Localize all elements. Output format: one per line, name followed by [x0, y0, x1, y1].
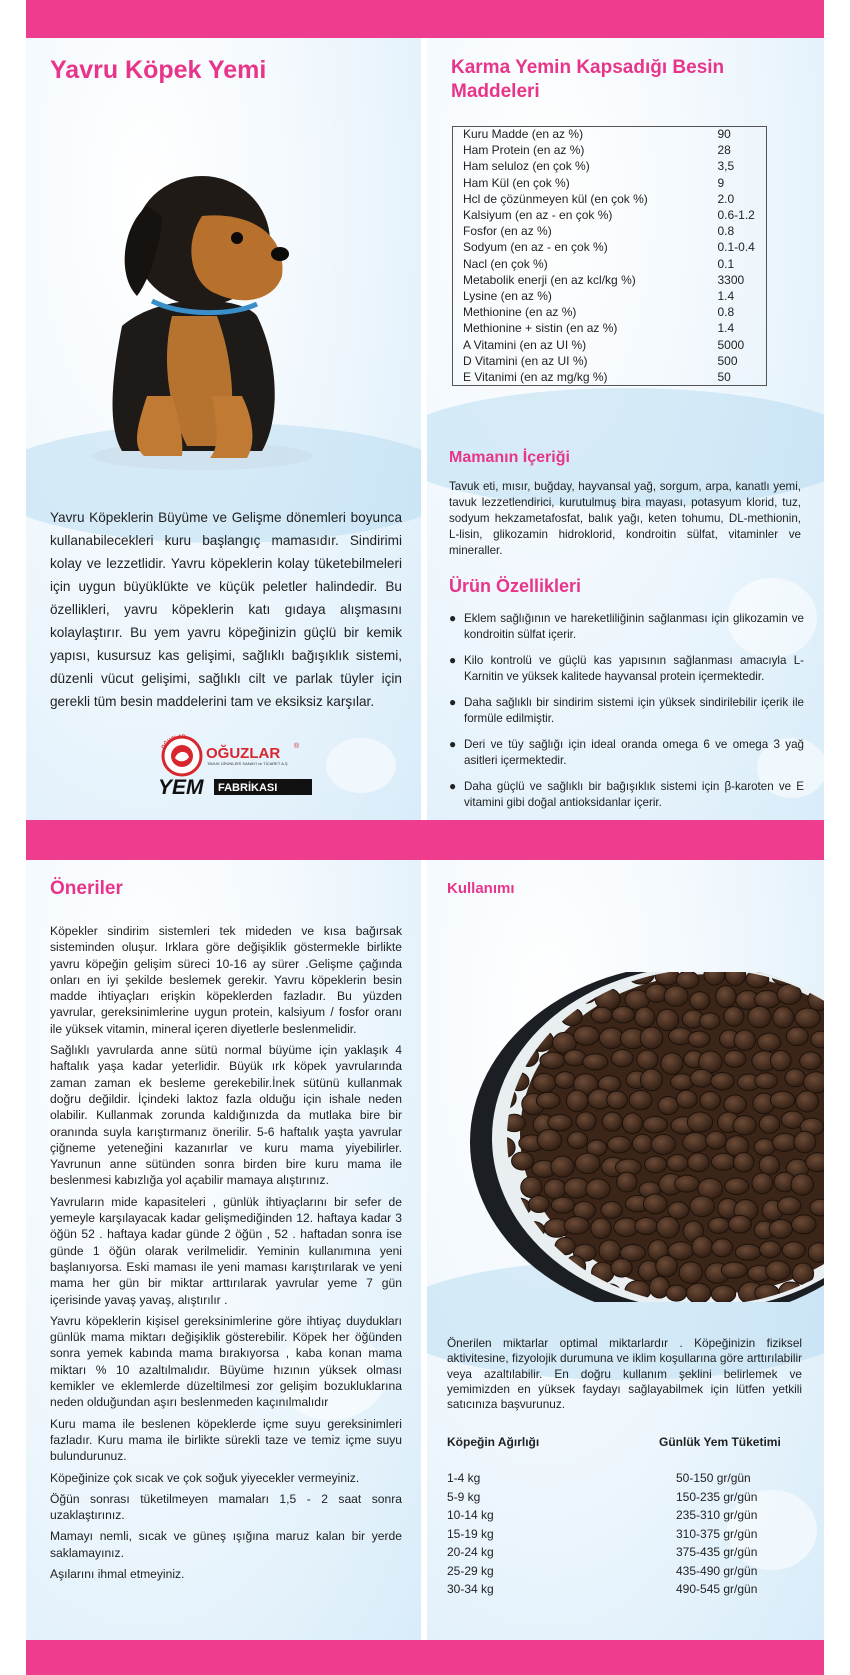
logo-brand-text: OĞUZLAR — [206, 745, 281, 762]
nutrient-value: 5000 — [715, 337, 767, 353]
nutrient-value: 500 — [715, 353, 767, 369]
nutrient-name: Lysine (en az %) — [453, 288, 715, 304]
dog-weight: 5-9 kg — [447, 1489, 481, 1504]
recommendation-paragraph: Köpeğinize çok sıcak ve çok soğuk yiyecekler vermeyiniz. — [50, 1470, 360, 1485]
nutrient-row — [453, 127, 767, 143]
nutrient-row — [453, 305, 767, 321]
nutrient-name: A Vitamini (en az UI %) — [453, 337, 715, 353]
nutrient-name: Methionine + sistin (en az %) — [453, 321, 715, 337]
recommendation-paragraph: Öğün sonrası tüketilmeyen mamaları 1,5 - 2 saat sonra uzaklaştırınız. — [50, 1491, 402, 1523]
bottom-pink-band — [26, 1640, 824, 1675]
feeding-row — [447, 1471, 802, 1490]
puppy-image — [52, 126, 352, 476]
feature-item — [449, 779, 804, 810]
weight-column-header: Köpeğin Ağırlığı — [447, 1435, 540, 1449]
intro-panel — [26, 38, 421, 820]
nutrient-value: 1.4 — [715, 321, 767, 337]
recommendation-paragraph: Kuru mama ile beslenen köpeklerde içme suyu gereksinimleri fazladır. Kuru mama ile birlikte sürekli taze ve temiz içme suyu bulundurunuz. — [50, 1416, 402, 1464]
nutrient-row — [453, 288, 767, 304]
paw-print-decoration — [326, 738, 396, 793]
nutrient-row — [453, 191, 767, 207]
dog-weight: 1-4 kg — [447, 1471, 481, 1485]
feature-item — [449, 695, 804, 726]
nutrient-row — [453, 159, 767, 175]
daily-amount: 490-545 gr/gün — [676, 1582, 758, 1596]
nutrient-row — [453, 224, 767, 240]
nutrient-value: 0.8 — [715, 224, 767, 240]
recommendation-paragraph: Sağlıklı yavrularda anne sütü normal büyüme için yaklaşık 4 haftalık yaşa kadar yeterlidir. Büyük ırk köpek yavrularında zaman zaman ek besleme gerekebilir.İnek sütünü kullanmak doğru değildir. İçindeki laktoz fazla olduğu için ishale neden olabilir. Kullanmak zorunda kaldığınızda da mutlaka bire bir oranında suyla karıştırmanız önerilir. 5-6 haftalık yaşta yavrular çiğneme yeteneğini kazanırlar ve kuru mama yiyebilirler. Yavrunun anne sütünden sonra birden bire kuru mama ile beslenmesi kabızlığa yol açabilir mamaya alıştırınız. — [50, 1043, 402, 1188]
feeding-table-header — [447, 1435, 802, 1471]
nutrient-row — [453, 321, 767, 337]
bullet-icon: ● — [449, 611, 457, 625]
nutrient-row — [453, 207, 767, 223]
feeding-row — [447, 1545, 802, 1564]
nutrient-name: D Vitamini (en az UI %) — [453, 353, 715, 369]
bullet-icon: ● — [449, 695, 457, 709]
logo-subtitle: TAVUK ÜRÜNLERİ SANAYİ ve TİCARET A.Ş — [207, 761, 288, 766]
svg-text:®: ® — [294, 743, 300, 750]
feeding-row — [447, 1490, 802, 1509]
recommendation-paragraph: Mamayı nemli, sıcak ve güneş ışığına maruz kalan bir yerde saklamayınız. — [50, 1529, 402, 1560]
consumption-column-header: Günlük Yem Tüketimi — [659, 1435, 781, 1449]
feeding-row — [447, 1508, 802, 1527]
dog-weight: 30-34 kg — [447, 1582, 494, 1596]
feature-item — [449, 653, 804, 684]
feature-text: Daha sağlıklı bir sindirim sistemi için yüksek sindirilebilir içerik ile formüle edilmiştir. — [464, 696, 804, 725]
nutrient-row — [453, 353, 767, 369]
nutrient-name: Sodyum (en az - en çok %) — [453, 240, 715, 256]
middle-pink-band — [26, 820, 824, 860]
feature-item — [449, 737, 804, 768]
daily-amount: 235-310 gr/gün — [676, 1508, 758, 1522]
nutrient-name: Ham Protein (en az %) — [453, 143, 715, 159]
logo-yem-text: YEM — [158, 776, 204, 799]
nutrient-value: 28 — [715, 143, 767, 159]
kibble-bowl-image — [467, 972, 824, 1302]
nutrient-name: Hcl de çözünmeyen kül (en çok %) — [453, 191, 715, 207]
nutrient-value: 90 — [715, 127, 767, 143]
recommendation-paragraph: Aşılarını ihmal etmeyiniz. — [50, 1566, 185, 1581]
recommendation-paragraph: Köpekler sindirim sistemleri tek mideden ve kısa bağırsak sisteminden oluşur. Irklara göre değişiklik göstermekle birlikte yavru köpeğin gelişim süreci 10-16 ay sürer .Gelişme çağında onları en iyi şekilde beslemek gerekir. Yavru köpeklerin besin madde ihtiyaçları erişkin köpeklerden fazladır. Bu yüzden yavrular, gereksinimlerine uygun protein, kalsiyum / fosfor oranı ile yüksek vitamin, mineral içeren diyetlerle beslenmelidir. — [50, 924, 402, 1036]
nutrient-row — [453, 272, 767, 288]
feeding-row — [447, 1564, 802, 1583]
logo-fabrikasi-text: FABRİKASI — [218, 782, 278, 794]
nutrient-row — [453, 256, 767, 272]
nutrient-row — [453, 143, 767, 159]
nutrient-name: Ham seluloz (en çok %) — [453, 159, 715, 175]
bullet-icon: ● — [449, 653, 457, 667]
nutrient-name: Kalsiyum (en az - en çok %) — [453, 207, 715, 223]
dog-weight: 25-29 kg — [447, 1563, 494, 1578]
bullet-icon: ● — [449, 779, 457, 793]
oguzlar-logo — [156, 728, 316, 802]
features-title: Ürün Özellikleri — [449, 576, 582, 596]
nutrient-value: 0.8 — [715, 305, 767, 321]
nutrient-value: 50 — [715, 369, 767, 385]
nutrient-name: Kuru Madde (en az %) — [453, 127, 715, 143]
feeding-row — [447, 1582, 802, 1601]
dog-weight: 20-24 kg — [447, 1545, 494, 1559]
nutrient-value: 0.6-1.2 — [715, 207, 767, 223]
nutrient-row — [453, 337, 767, 353]
nutrients-table — [452, 126, 767, 386]
daily-amount: 435-490 gr/gün — [676, 1563, 758, 1578]
nutrient-row — [453, 175, 767, 191]
ingredients-title: Mamanın İçeriği — [449, 449, 570, 466]
feature-text: Daha güçlü ve sağlıklı bir bağışıklık sistemi için β-karoten ve E vitamini gibi doğal antioksidanlar içerir. — [464, 780, 804, 809]
nutrient-value: 9 — [715, 175, 767, 191]
nutrient-value: 2.0 — [715, 191, 767, 207]
nutrient-name: Fosfor (en az %) — [453, 224, 715, 240]
nutrient-name: E Vitanimi (en az mg/kg %) — [453, 369, 715, 385]
recommendations-text — [50, 923, 402, 1587]
ingredients-text: Tavuk eti, mısır, buğday, hayvansal yağ, sorgum, arpa, kanatlı yemi, tavuk lezzetlendirici, kurutulmuş bira mayası, potasyum klorid, tuz, sodyum hekzametafosfat, balık yağı, keten tohumu, DL-methionin, L-lisin, glikozamin hidroklorid, kondroitin sülfat, vitaminler ve mineraller. — [449, 480, 801, 557]
usage-title: Kullanımı — [447, 880, 515, 897]
nutrient-value: 0.1 — [715, 256, 767, 272]
recommendation-paragraph: Yavruların mide kapasiteleri , günlük ihtiyaçlarını bir sefer de yemeyle karşılayacak kadar gelişmediğinden 12. haftaya kadar 3 öğün 52 . haftaya kadar günde 2 öğün , 52 . haftadan sonra ise günde 1 öğün olarak verilmelidir. Yeminin kullanımına yeni başlanıyorsa. Eski maması ile yeni maması karıştırılarak ve yeni mama her gün bir miktar arttırılarak yavrular yeme 7 gün içerisinde yavaş yavaş, alıştırılır . — [50, 1194, 402, 1307]
nutrient-value: 3300 — [715, 272, 767, 288]
nutrient-name: Metabolik enerji (en az kcl/kg %) — [453, 272, 715, 288]
nutrient-value: 0.1-0.4 — [715, 240, 767, 256]
logo-arc-text: OĞUZLAR — [160, 733, 186, 751]
dog-weight: 15-19 kg — [447, 1526, 494, 1541]
feature-text: Eklem sağlığının ve hareketliliğinin sağlanması için glikozamin ve kondroitin sülfat içerir. — [464, 612, 804, 641]
intro-title: Yavru Köpek Yemi — [50, 56, 267, 84]
nutrient-row — [453, 369, 767, 385]
feature-item — [449, 611, 804, 642]
daily-amount: 150-235 gr/gün — [676, 1489, 758, 1504]
nutrient-name: Nacl (en çok %) — [453, 256, 715, 272]
daily-amount: 50-150 gr/gün — [676, 1471, 751, 1485]
nutrient-name: Methionine (en az %) — [453, 305, 715, 321]
usage-text: Önerilen miktarlar optimal miktarlardır . Köpeğinizin fiziksel aktivitesine, fizyolojik durumuna ve iklim koşullarına göre arttırılabilir veya azaltılabilir. En doğru kullanım şeklini belirlemek ve yemimizden en yüksek faydayı sağlayabilmek için lütfen yetkili satıcınıza başvurunuz. — [447, 1336, 802, 1412]
feature-text: Kilo kontrolü ve güçlü kas yapısının sağlanması amacıyla L-Karnitin ve yüksek kalitede hayvansal protein içermektedir. — [464, 654, 804, 683]
recommendation-paragraph: Yavru köpeklerin kişisel gereksinimlerine göre ihtiyaç duydukları günlük mama miktarı değişiklik gösterebilir. Köpek her öğünden sonra yemek kabında mama bırakıyorsa , kaba konan mama miktarı % 10 azaltılmalıdır. Büyüme hızının yüksek olması kemikler ve eklemlerde düzeltilmesi zor gelişim bozukluklarına neden olduğundan aşırı beslenmeden kaçınılmalıdır — [50, 1313, 402, 1410]
usage-panel — [427, 860, 824, 1640]
nutrient-name: Ham Kül (en çok %) — [453, 175, 715, 191]
top-pink-band — [26, 0, 824, 38]
dog-weight: 10-14 kg — [447, 1508, 494, 1522]
recommendations-title: Öneriler — [50, 878, 123, 899]
daily-amount: 310-375 gr/gün — [676, 1526, 758, 1541]
nutrient-row — [453, 240, 767, 256]
features-list — [449, 611, 804, 820]
intro-description: Yavru Köpeklerin Büyüme ve Gelişme dönemleri boyunca kullanabilecekleri kuru başlangıç mamasıdır. Sindirimi kolay ve lezzetlidir. Yavru köpeklerin kolay tüketebilmeleri için uygun büyüklükte ve küçük peletler halindedir. Bu özellikleri, yavru köpeklerin katı gıdaya alışmasını kolaylaştırır. Bu yem yavru köpeğinizin güçlü bir kemik yapısı, kusursuz kas gelişimi, sağlıklı bağışıklık sistemi, düzenli vücut gelişimi, sağlıklı cilt ve parlak tüyler için gerekli tüm besin maddelerini tam ve eksiksiz karşılar. — [50, 510, 402, 709]
daily-amount: 375-435 gr/gün — [676, 1545, 758, 1559]
recommendations-panel — [26, 860, 421, 1640]
feeding-row — [447, 1527, 802, 1546]
nutrition-panel — [427, 38, 824, 820]
nutrients-title: Karma Yemin Kapsadığı Besin Maddeleri — [451, 57, 725, 102]
feeding-table — [447, 1435, 802, 1601]
nutrient-value: 3,5 — [715, 159, 767, 175]
bullet-icon: ● — [449, 737, 457, 751]
nutrient-value: 1.4 — [715, 288, 767, 304]
feature-text: Deri ve tüy sağlığı için ideal oranda omega 6 ve omega 3 yağ asitleri içermektedir. — [464, 738, 804, 767]
